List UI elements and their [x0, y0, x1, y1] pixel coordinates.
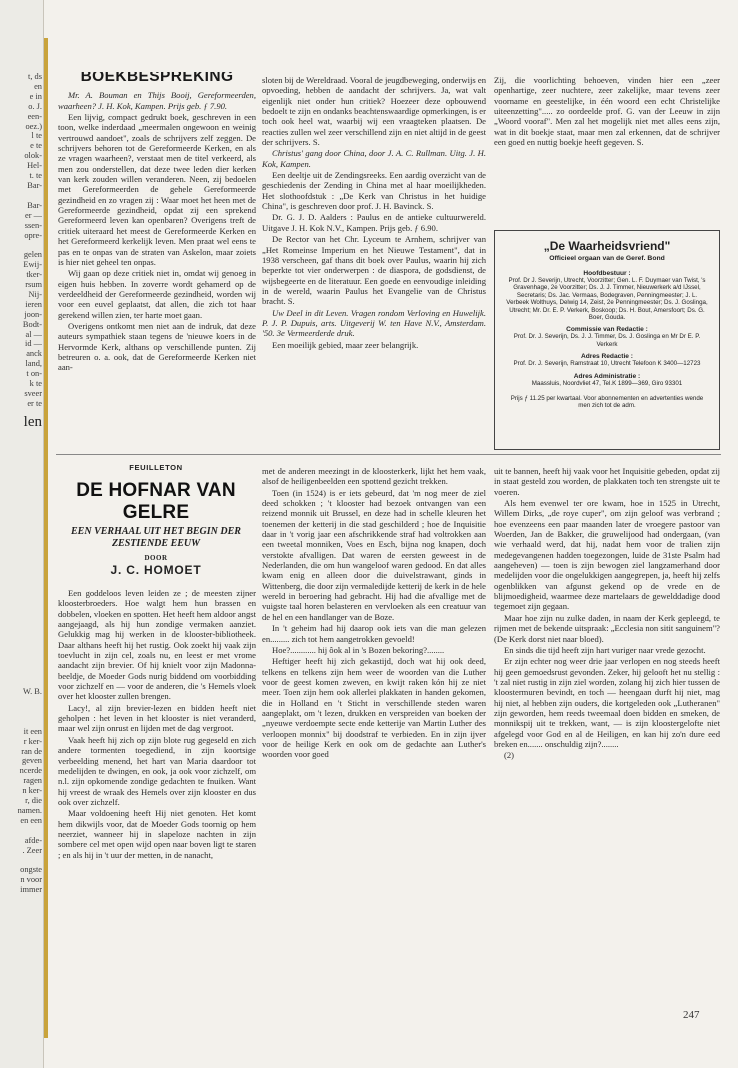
paragraph: Een lijvig, compact gedrukt boek, geschreven in een toon, welke inderdaad „meermalen ongewoon en weinig vertrouwd aandoet", zoals de schrijvers zelf zeggen. De schrijvers behoren tot de Gereformeerde Kerken, en als ze vragen waarheen?, verstaat men de titel verkeerd, als men zou onderstellen, dat deze twee leden dier kerken van kerk zouden willen veranderen. Neen, zij bedoelen met Gereformeerden de gehele Gereformeerde gezindheid en zo vragen zij : Waar moet het heen met de Gereformeerde gezindheid, opdat zij een sprekend Gereformeerd leven kan openbaren? Overigens treft de critiek uiteraard het meest de Gereformeerde Kerken en het Gereformeerd kerkelijk leven. Men praat wel eens te pas en te onpas van de straten van Askelon, maar zoiets is hier niet geheel ten onpas. — [58, 112, 256, 267]
paragraph: Vaak heeft hij zich op zijn blote rug gegeseld en zich andere tormenten toegediend, in zijn koortsige verbeelding menend, het hart van Maria daardoor tot medelijden te dwingen, en ook, ja ook voor zichzelf, om n.l. zijn opkomende zondige gedachten te fnuiken. Want hij vreest de wraak des Hemels over zijn klooster en dus ook over zichzelf. — [58, 734, 256, 807]
gutter-line: rsum — [25, 280, 42, 290]
paragraph: De Rector van het Chr. Lyceum te Arnhem, schrijver van „Het Romeinse Imperium en het Nieuwe Testament", dat in 1938 verscheen, gaf thans dit boek over Paulus, waarin hij zich beperkte tot vier onderwerpen : de diaspora, de godsdienst, de wijsbegeerte en de literatuur. Een goede en eenvoudige inleiding in de wereld, waarin Paulus het Evangelie van de Christus bracht. S. — [262, 234, 486, 307]
gutter-line: id — — [25, 339, 42, 349]
paragraph: Een deeltje uit de Zendingsreeks. Een aardig overzicht van de geschiedenis der Zending in China met al haar moeilijkheden. Het slothoofdstuk : „De Kerk van Christus in het huidige China", is geschreven door prof. J. H. Bavinck. S. — [262, 170, 486, 212]
paragraph: Maar hoe zijn nu zulke daden, in naam der Kerk gepleegd, te rijmen met de bekende uitspraak: „Ecclesia non sitit sanguinem"? (De Kerk dorst niet naar bloed). — [494, 612, 720, 644]
paragraph: (2) — [504, 750, 515, 761]
paragraph: Toen (in 1524) is er iets gebeurd, dat 'm nog meer de ziel deed schokken ; 't klooster had bezoek ontvangen van een reizend monnik uit Brussel, en deze had in schelle kleuren het toenemen der ketterij in die stad geschilderd ; hoe de Inquisitie daar in 't vorig jaar een afschrikkende straf had voltrokken aan een tweetal monniken, Voes en Esch, bijna nog knapen, doch verstokte afvalligen. Dat waren de eersten geweest in de Nederlanden, die om hun wangeloof waren gedood. En dat alles kwam enig en alleen door die duivelstrawant, ginds in Wittenberg, die door zijn vermaledijde ketterij de kerk in de hele wereld in beroering had gebracht. Hij had die afvallige met de vuigste taal horen belasteren en vervloeken als een creatuur van de hel en een handlanger van de Boze. — [262, 487, 486, 622]
gutter-line — [0, 191, 42, 201]
gutter-line: ran de — [21, 746, 42, 756]
gutter-line — [0, 826, 42, 836]
gutter-line: Hel- — [27, 161, 42, 171]
gutter-line: Bar- — [27, 180, 42, 190]
paragraph: Mr. A. Bouman en Thijs Booij, Gereformeerden, waarheen? J. H. Kok, Kampen. Prijs geb. ƒ 7.90. — [58, 90, 256, 111]
feuilleton-subtitle: EEN VERHAAL UIT HET BEGIN DER ZESTIENDE EEUW — [71, 526, 241, 549]
gutter-line: geven — [22, 756, 42, 766]
gutter-line: . Zeer — [22, 845, 42, 855]
paragraph: Christus' gang door China, door J. A. C. Rullman. Uitg. J. H. Kok, Kampen. — [262, 148, 486, 169]
paragraph: Dr. G. J. D. Aalders : Paulus en de antieke cultuurwereld. Uitgave J. H. Kok N.V., Kampen. Prijs geb. ƒ 6.90. — [262, 212, 486, 233]
feuilleton-col-1 — [58, 588, 256, 1033]
gutter-line: ssen- — [24, 220, 42, 230]
gutter-line: Nij- — [28, 289, 42, 299]
gutter-line: ncerde — [19, 766, 42, 776]
box-price: Prijs ƒ 11.25 per kwartaal. Voor abonnementen en advertenties wende men zich tot de adm. — [510, 395, 704, 410]
gutter-line: e in — [29, 91, 42, 101]
gutter-line: namen. — [17, 805, 42, 815]
gutter-line: tker- — [26, 270, 42, 280]
box-heading: Hoofdbestuur : — [583, 270, 631, 277]
gutter-line: o. J. — [28, 101, 42, 111]
gutter-line: oez.) — [25, 121, 42, 131]
paragraph: Maar voldoening heeft Hij niet genoten. Het komt hem dikwijls voor, dat de Moeder Gods toornig op hem neerziet, wanneer hij in slapeloze nachten in zijn sombere cel met open wijd open naar boven ligt te staren ; en als hij in 't uur der metten, in de nanacht, — [58, 808, 256, 860]
paragraph: Wij gaan op deze critiek niet in, omdat wij genoeg in eigen huis hebben. In zoverre wordt gehamerd op de verdeeldheid der Gereformeerde gezindheid, worden wij voor een euvel geplaatst, dat allen, die zich tot haar gerekend willen zien, ter harte moet gaan. — [58, 268, 256, 320]
feuilleton-col1-body — [58, 588, 256, 860]
gutter-line: land, — [25, 359, 42, 369]
box-text: Prof. Dr. J. Severijn, Ramstraat 10, Utrecht Telefoon K 3400—12723 — [513, 360, 701, 368]
gutter-line: olok- — [24, 151, 42, 161]
paragraph: Heftiger heeft hij zich gekastijd, doch wat hij ook deed, telkens en telkens zijn hem weer de woorden van die Luther voor de geest komen zweven, en kwijt raken kón hij ze niet meer. Toen zijn hem ook allerlei plakkaten in handen gekomen, die in Holland en 't Sticht in verschillende steden waren aangeplakt, om 't lezen, drukken en verspreiden van boeken der „nyeuwe verdoempte secte ende ketterije van Martin Luther des verloopen monnix" bij doodstraf te verbieden. En in zijn ijver voor de heilige Kerk en ook om de gedachte aan Luther's woorden voor goed — [262, 656, 486, 760]
box-text: Prof. Dr J. Severijn, Utrecht, Voorzitter; Gen. L. F. Duymaer van Twist, 's Gravenhage, 2e Voorzitter; Ds. J. J. Timmer, Nieuwerkerk a/d IJssel, Secretaris; Ds. Jac. Vermaas, Bodegraven, Penningmeester; J. L. Verbeek Wolthuys, Delwig 14, Zeist, 2e Penningmeester; Ds. J. Goslinga, Utrecht; Mr. Dr. E. P. Verkerk, Boskoop; Ds. H. Bout, Amersfoort; Ds. G. Boer, Gouda. — [506, 277, 708, 322]
feuilleton-heading — [56, 480, 256, 577]
gutter-line: e te — [30, 141, 42, 151]
feuilleton-col-2 — [262, 466, 486, 1036]
feuilleton-col-3 — [494, 466, 720, 996]
gutter-line: gelen — [23, 250, 42, 260]
gutter-line: joon- — [24, 309, 42, 319]
paragraph: In 't geheim had hij daarop ook iets van die man gelezen en......... zich tot hem aangetrokken gevoeld! — [262, 623, 486, 644]
gutter-line: er te — [27, 398, 42, 408]
section-divider — [56, 454, 721, 455]
feuilleton-col3-body — [494, 466, 720, 761]
gutter-line: k te — [29, 379, 42, 389]
paragraph: sloten bij de Wereldraad. Vooral de jeugdbeweging, onderwijs en opvoeding, hebben de aandacht der schrijvers. Ja, wat valt eigenlijk niet onder hun critiek? Hoezeer deze opbouwend bedoelt te zijn en ondanks beachtenswaardige opmerkingen, is er toch ook heel wat, waarbij wij een vraagteken plaatsen. De reacties zullen wel zeer verschillend zijn en niet altijd in de geest der schrijvers. S. — [262, 75, 486, 148]
gutter-lines-bottom — [0, 727, 42, 895]
box-heading: Commissie van Redactie : — [566, 326, 648, 334]
box-text: Maassluis, Noordvliet 47, Tel.K 1899—369, Giro 93301 — [531, 379, 683, 387]
gutter-line: ieren — [25, 299, 42, 309]
paragraph: Een goddeloos leven leiden ze ; de meesten zijner kloosterbroeders. Hoe walgt hem hun brassen en dobbelen, vloeken en spotten. Het heeft hem aldoor angst aangejaagd, als hij hun zondige vermaken aanziet. Gelukkig mag hij werken in de klooster-bibliotheek. Daar althans heeft hij het rustig. Ook zoekt hij vaak zijn toevlucht in zijn cel, zoals nu, en leest er met vrome aandacht zijn brevier. Of hij knielt voor zijn Madonna-beeldje, de Moeder Gods nurig biddend om voorbidding voor zichzelf en — voor de anderen, die 's Hemels vloek over het klooster zullen brengen. — [58, 588, 256, 702]
review-col1-body — [58, 90, 256, 372]
paragraph: Hoe?............ hij ôok al in 's Bozen bekoring?........ — [272, 644, 445, 655]
page-number: 247 — [683, 1009, 700, 1021]
gutter-line: n voor — [20, 875, 42, 885]
gutter-line: al — — [25, 329, 42, 339]
gutter-lines-top — [0, 72, 42, 409]
box-heading: Adres Administratie : — [573, 372, 641, 380]
gutter-text — [0, 72, 42, 895]
gutter-line: it een — [23, 726, 42, 736]
feuilleton-by: DOOR — [144, 554, 168, 562]
feuilleton-title: DE HOFNAR VAN GELRE — [76, 480, 236, 523]
gutter-line: t on- — [26, 369, 42, 379]
box-title: „De Waarheidsvriend" — [543, 239, 671, 253]
paragraph: Uw Deel in dit Leven. Vragen rondom Verloving en Huwelijk. P. J. P. Dupuis, arts. Uitgeverij W. ten Have N.V., Amsterdam. '50. 3e Vermeerderde druk. — [262, 307, 486, 339]
gutter-big: len — [23, 413, 42, 430]
paragraph: Zij, die voorlichting behoeven, vinden hier een „zeer openhartige, zeer nuchtere, zeer zakelijke, maar tevens zeer voorname en geestelijke, in één woord een echt Christelijke uiteenzetting"..... zo oordeelde prof. G. van der Leeuw in zijn „Woord vooraf". Men zal het mogelijk niet met alles eens zijn, wat in dit boekje staat, maar men zal erkennen, dat de schrijver een goed en nuttig boekje heeft gegeven. S. — [494, 75, 720, 148]
gutter-line: immer — [20, 885, 42, 895]
box-heading: Adres Redactie : — [580, 353, 634, 361]
binding-strip — [44, 38, 48, 1038]
paragraph: Als hem evenwel ter ore kwam, hoe in 1525 in Utrecht, Willem Dirks, „de roye cuper", om zijn geloof was verbrand ; hoe evenzeens een paar maanden later de vroegere pastoor van Woerden, Jan de Bakker, die gruwelijood had ondergaan, (van wie verhaald werd, dat hij, nadat hem voor de tralien zijn medegevangenen hadden toegezongen, luide de 31ste Psalm had aangeheven) — toen is zijn bewogen ziel langzamerhand door medelijden voor die ongelukkigen aangegrepen, ja, heeft hij zelfs ogenblikken van afgunst gekend op de vrede en de blijmoedigheid, waarmee deze martelaars de gewelddadige dood tegemoet zijn gegaan. — [494, 498, 720, 612]
gutter-line: Bar- — [27, 200, 42, 210]
gutter-line: anck — [26, 349, 42, 359]
feuilleton-col2-body — [262, 466, 486, 760]
gutter-line: W. B. — [22, 686, 42, 696]
gutter-line — [0, 240, 42, 250]
feuilleton-label: FEUILLETON — [129, 463, 183, 472]
gutter-line: Ewij- — [23, 260, 42, 270]
gutter-line: een- — [27, 111, 42, 121]
gutter-line: r ker- — [23, 736, 42, 746]
gutter-line: ragen — [23, 776, 42, 786]
gutter-line: ongste — [20, 865, 42, 875]
gutter-line: opre- — [24, 230, 42, 240]
review-col-1 — [58, 72, 256, 446]
gutter-line: afde- — [24, 835, 42, 845]
review-col-2 — [262, 75, 486, 447]
gutter-line: r, die — [25, 796, 42, 806]
paragraph: Lacy!, al zijn brevier-lezen en bidden heeft niet geholpen : het leven in het klooster is niet veranderd, maar wel zijn onrust en lijden met de dag vergroot. — [58, 702, 256, 734]
gutter-line: en — [34, 81, 42, 91]
box-text: Prof. Dr. J. Severijn, Ds. J. J. Timmer, Ds. J. Goslinga en Mr Dr E. P. Verkerk — [513, 333, 701, 348]
gutter-line: Bodt- — [22, 319, 42, 329]
review-col2-body — [262, 75, 486, 350]
paragraph: Een moeilijk gebied, maar zeer belangrijk. — [272, 339, 419, 350]
gutter-line: sveer — [24, 389, 42, 398]
gutter-line: t. te — [29, 171, 42, 181]
gutter-line: n ker- — [22, 786, 42, 796]
review-col3-body — [494, 75, 720, 147]
gutter-line: en een — [20, 815, 42, 825]
gutter-line: l te — [31, 131, 42, 141]
feuilleton-author: J. C. HOMOET — [110, 563, 202, 577]
gutter-line: t, ds — [28, 72, 42, 81]
paragraph: uit te bannen, heeft hij vaak voor het Inquisitie gebeden, opdat zij in staat gesteld zou worden, de plakkaten toch ten strengste uit te voeren. — [494, 466, 720, 497]
review-title: BOEKBESPREKING — [80, 72, 234, 85]
box-subtitle: Officieel orgaan van de Geref. Bond — [549, 255, 665, 262]
paragraph: En sinds die tijd heeft zijn hart vuriger naar vrede gezocht. — [504, 644, 706, 655]
paragraph: Er zijn echter nog weer drie jaar verlopen en nog steeds heeft hij geen gemoedsrust gevonden. Zeker, hij gelooft het nu stellig : 't zal niet rustig in zijn ziel worden, zolang hij zich hier tussen de kloostermuren bevindt, en toch — heengaan durft hij niet, mag hij niet, al hebben zijn ouders, die kortgeleden ook „Lutheranen" zijn geworden, hem reeds tweemaal doen bidden en smeken, de monnikspij uit te trekken, want, — is zijn kloostergelofte niet afgelegd voor God en al de Heiligen, en kan hij zo'n dure eed breken en....... onschuldig zijn?........ — [494, 656, 720, 749]
masthead-box — [494, 230, 720, 450]
gutter-line: er — — [25, 210, 42, 220]
gutter-line — [0, 856, 42, 866]
gutter-lines-mid — [0, 687, 42, 697]
review-col-3 — [494, 75, 720, 225]
paragraph: Overigens ontkomt men niet aan de indruk, dat deze auteurs sympathiek staan tegens de 'nieuwe koers in de Hervormde Kerk, althans op verschillende punten. Zij betreuren o. a. ook, dat de Gereformeerde Kerken niet aan- — [58, 320, 256, 373]
paragraph: met de anderen meezingt in de kloosterkerk, lijkt het hem vaak, alsof de heiligenbeelden een spottend gezicht trekken. — [262, 466, 486, 487]
